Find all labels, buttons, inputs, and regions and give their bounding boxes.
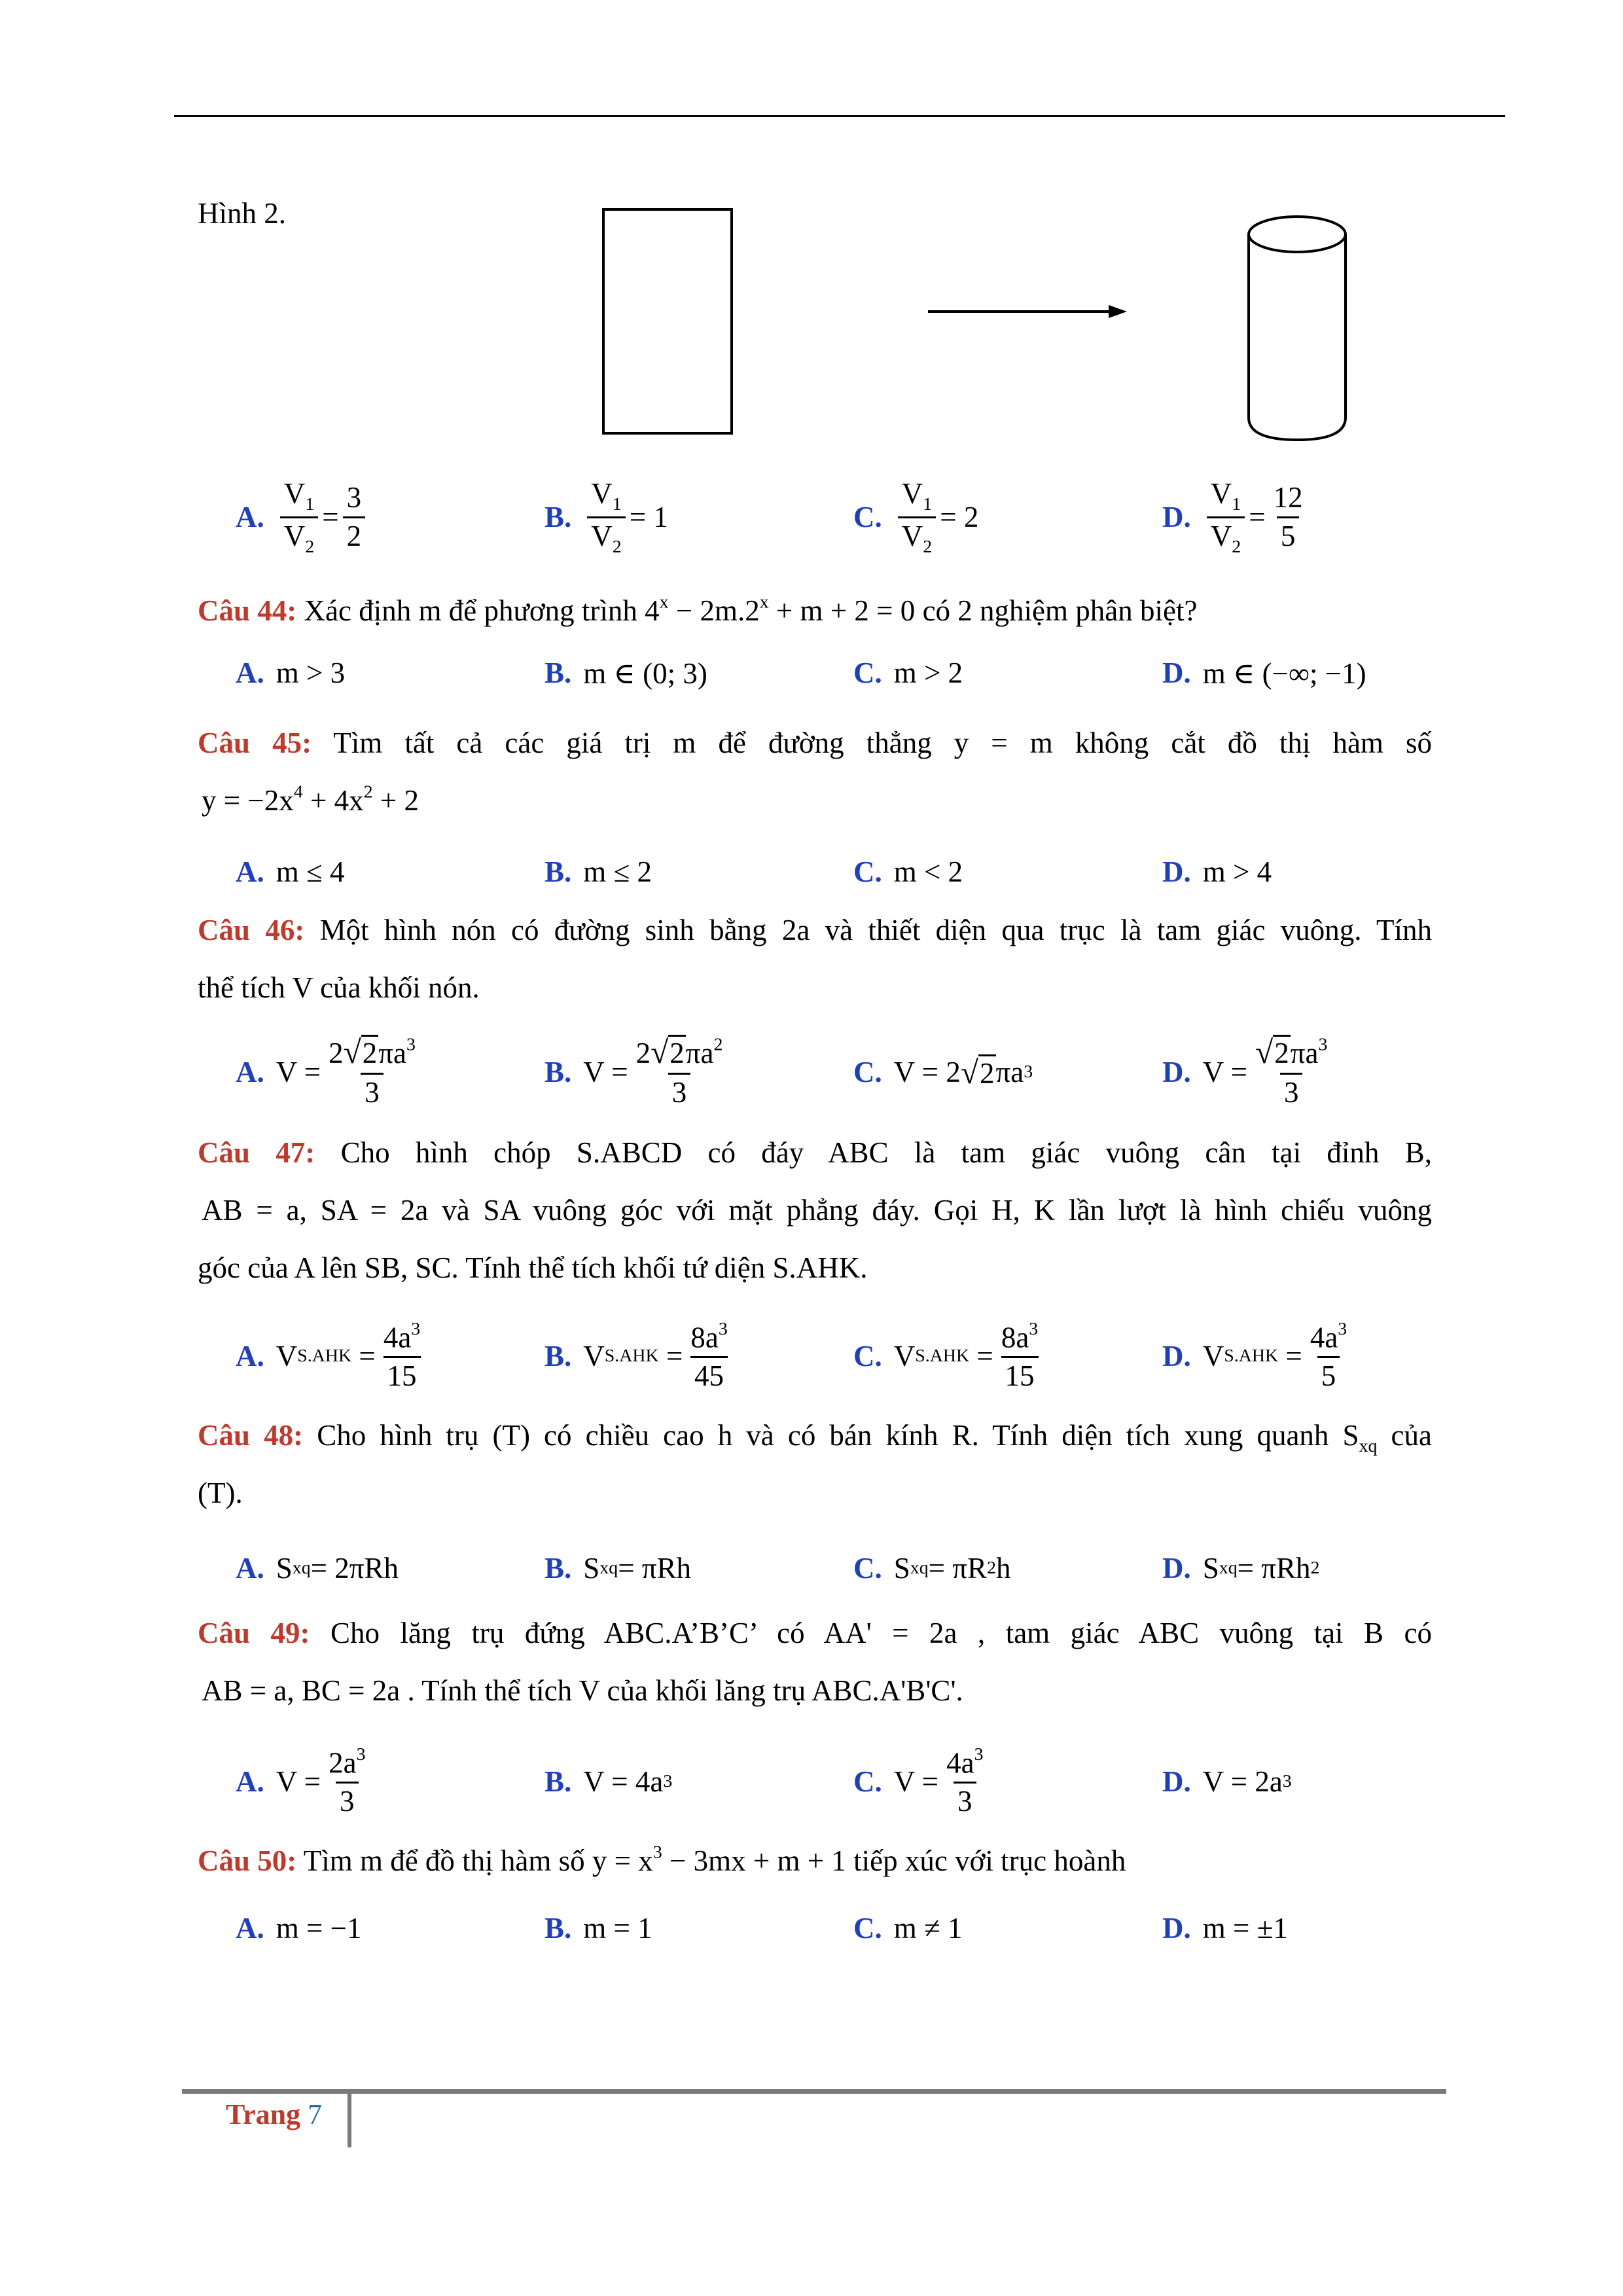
q47-options [236,1319,1433,1393]
option-b[interactable]: B. S xq = πRh [544,1552,692,1585]
question-44: Câu 44: Xác định m để phương trình $4^x - 2m.2^x + m + 2 = 0$ có 2 nghiệm phân biệt? [198,592,1198,627]
option-d[interactable]: D. m ∈ (−∞; −1) [1162,656,1366,690]
q48-options [236,1535,1433,1601]
q43-options [236,476,1433,557]
option-d[interactable]: D. $\frac{V_1}{V_2}$ = $\frac{12}{5}$ [1162,476,1303,557]
option-d[interactable]: D. V = 2a 3 [1162,1765,1292,1798]
q49-options [236,1744,1433,1818]
option-a[interactable]: A. m ≤ 4 [236,855,345,888]
q50-options [236,1895,1433,1961]
option-a[interactable]: A. V = $\frac{2a^3}{3}$ [236,1744,366,1818]
option-b[interactable]: B. V = 4a 3 [544,1765,673,1798]
q46-options [236,1034,1433,1109]
option-c[interactable]: C. V = 2 √ 2 πa 3 [853,1054,1033,1090]
option-c[interactable]: C. S xq = πR 2 h [853,1552,1011,1585]
option-a[interactable]: A. m = −1 [236,1912,362,1945]
option-d[interactable]: D. S xq = πRh 2 [1162,1552,1320,1585]
option-c[interactable]: C. m > 2 [853,656,963,689]
figure-hinh-2 [589,196,1414,458]
question-48: Câu 48: Cho hình trụ (T) có chiều cao h và có bán kính R. Tính diện tích xung quanh $S_{xq}$ của (T). [198,1419,1432,1509]
option-d[interactable]: D. m > 4 [1162,855,1272,888]
footer-rule [182,2089,1446,2094]
arrow-head [1109,305,1127,318]
question-label: Câu 45: [198,726,312,759]
question-label: Câu 44: [198,594,297,627]
question-label: Câu 46: [198,914,305,946]
option-d[interactable]: D. V S.AHK = $\frac{4a^3}{5}$ [1162,1319,1347,1393]
cylinder-bottom [1249,418,1346,440]
option-c[interactable]: C. m < 2 [853,855,963,888]
q45-options [236,839,1433,905]
option-c[interactable]: C. m ≠ 1 [853,1912,963,1945]
question-50: Câu 50: Tìm m để đồ thị hàm số $y = x^3 - 3mx + m + 1$ tiếp xúc với trục hoành [198,1842,1126,1877]
option-a[interactable]: A. S xq = 2πRh [236,1552,399,1585]
q44-options [236,640,1433,706]
option-c[interactable]: C. V S.AHK = $\frac{8a^3}{15}$ [853,1319,1039,1393]
option-a[interactable]: A. $\frac{V_1}{V_2}$ = $\frac{3}{2}$ [236,484,369,550]
question-label: Câu 49: [198,1617,310,1649]
cylinder-top [1249,217,1346,252]
footer-divider [348,2094,351,2147]
option-b[interactable]: B. V S.AHK = $\frac{8a^3}{45}$ [544,1319,728,1393]
question-49: Câu 49: Cho lăng trụ đứng ABC.A’B’C’ có AA' = 2a , tam giác ABC vuông tại B có AB = a, BC = 2a . Tính thể tích V của khối lăng trụ ABC.A'B'C'. [198,1617,1432,1707]
option-d[interactable]: D. V = $\frac{√2\pi a^3}{3}$ [1162,1034,1328,1109]
option-c[interactable]: C. $\frac{V_1}{V_2}$ = 2 [853,476,979,557]
page-number: Trang 7 [226,2098,323,2130]
option-b[interactable]: B. m = 1 [544,1912,652,1945]
question-47: Câu 47: Cho hình chóp S.ABCD có đáy ABC là tam giác vuông cân tại đỉnh B, AB = a, SA = 2a và SA vuông góc với mặt phẳng đáy. Gọi H, K lần lượt là hình chiếu vuông góc của A lên SB, SC. Tính thể tích khối tứ diện S.AHK. [198,1136,1432,1284]
question-46: Câu 46: Một hình nón có đường sinh bằng 2a và thiết diện qua trục là tam giác vuông. Tính thể tích V của khối nón. [198,914,1432,1004]
option-a[interactable]: A. m > 3 [236,656,346,689]
rectangle-shape [603,209,732,433]
option-d[interactable]: D. m = ±1 [1162,1912,1288,1945]
option-c[interactable]: C. V = $\frac{4a^3}{3}$ [853,1744,984,1818]
option-b[interactable]: B. m ≤ 2 [544,855,652,888]
question-45: Câu 45: Tìm tất cả các giá trị m để đường thẳng y = m không cắt đồ thị hàm số $y = -2x^4 + 4x^2 + 2$ [198,726,1432,817]
question-label: Câu 47: [198,1136,315,1169]
figure-caption: Hình 2. [198,197,286,230]
option-b[interactable]: B. $\frac{V_1}{V_2}$ = 1 [544,476,668,557]
option-b[interactable]: B. m ∈ (0; 3) [544,656,707,690]
question-label: Câu 50: [198,1844,297,1877]
option-b[interactable]: B. V = $\frac{2√2\pi a^2}{3}$ [544,1034,723,1109]
question-label: Câu 48: [198,1419,304,1452]
option-a[interactable]: A. V = $\frac{2√2\pi a^3}{3}$ [236,1034,416,1109]
header-rule [174,115,1505,117]
option-a[interactable]: A. V S.AHK = $\frac{4a^3}{15}$ [236,1319,421,1393]
